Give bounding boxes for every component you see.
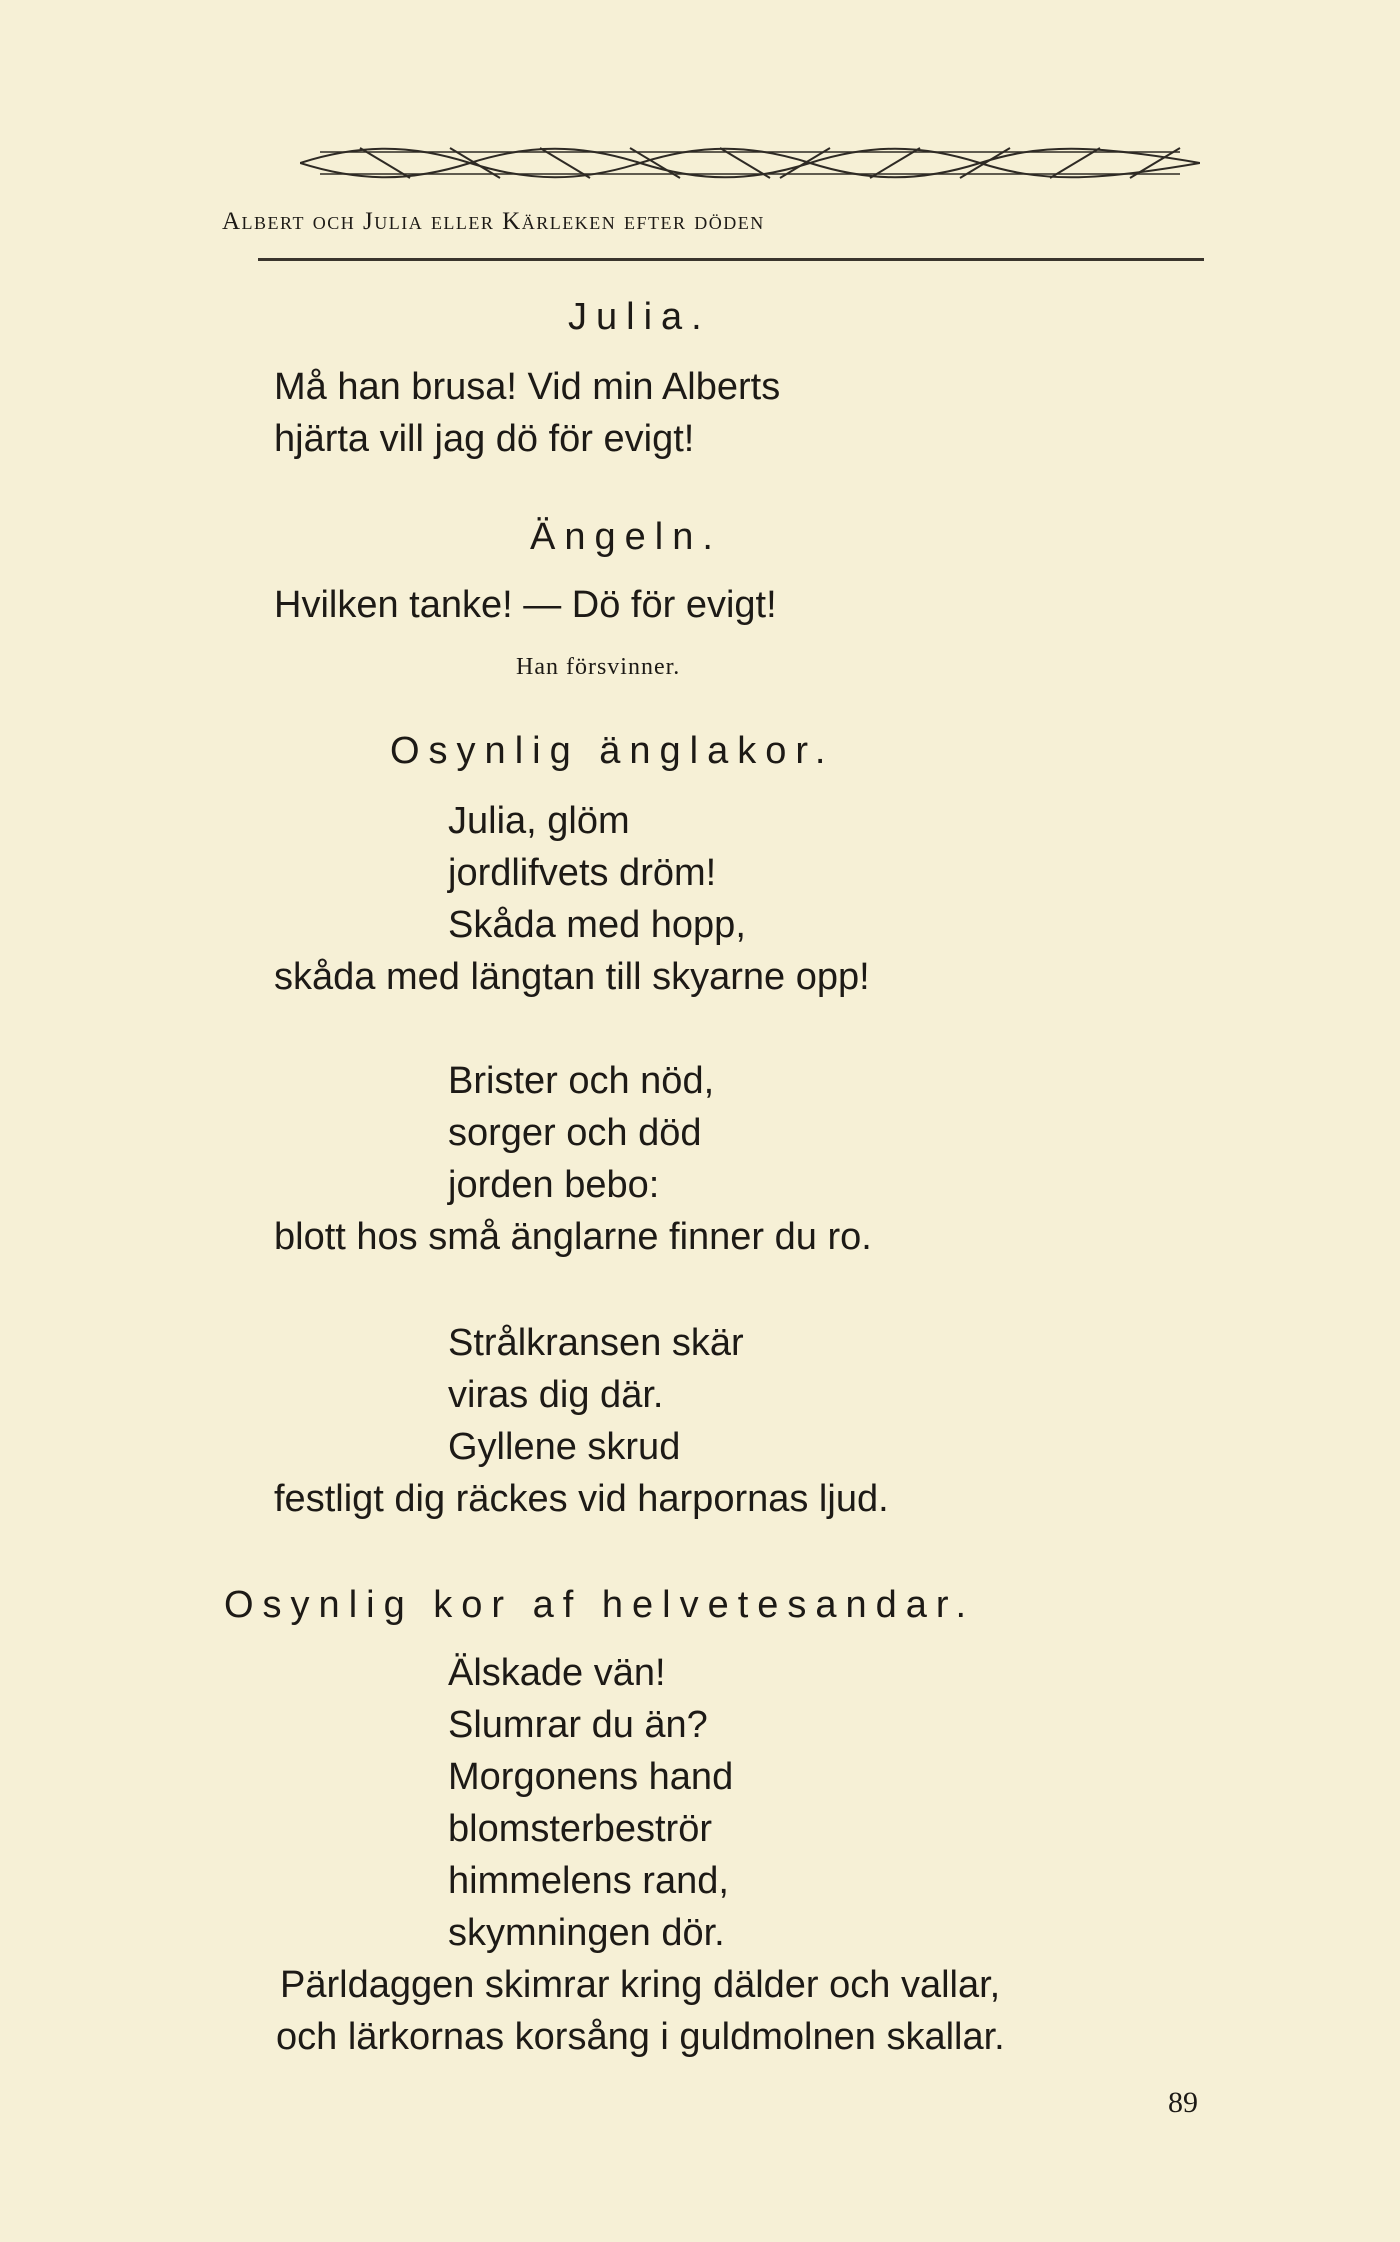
stage-direction: Han försvinner. <box>516 654 681 680</box>
verse-line: festligt dig räckes vid harpornas ljud. <box>274 1478 889 1520</box>
verse-line: Morgonens hand <box>448 1756 734 1798</box>
decorative-ornament <box>300 140 1200 186</box>
verse-line: hjärta vill jag dö för evigt! <box>274 418 695 460</box>
running-head: Albert och Julia eller Kärleken efter döden <box>222 208 765 235</box>
speaker-angeln: Ängeln. <box>530 516 722 558</box>
speaker-anglakor: Osynlig änglakor. <box>390 730 835 772</box>
verse-line: Julia, glöm <box>448 800 630 842</box>
speaker-julia: Julia. <box>568 296 711 338</box>
verse-line: Skåda med hopp, <box>448 904 746 946</box>
verse-line: Strålkransen skär <box>448 1322 744 1364</box>
verse-line: skymningen dör. <box>448 1912 725 1954</box>
verse-line: jorden bebo: <box>448 1164 660 1206</box>
verse-line: blomsterbeströr <box>448 1808 712 1850</box>
verse-line: Pärldaggen skimrar kring dälder och vallar, <box>280 1964 1001 2006</box>
verse-line: Älskade vän! <box>448 1652 666 1694</box>
verse-line: Må han brusa! Vid min Alberts <box>274 366 781 408</box>
verse-line: Gyllene skrud <box>448 1426 681 1468</box>
verse-line: och lärkornas korsång i guldmolnen skallar. <box>276 2016 1005 2058</box>
page-number: 89 <box>1168 2086 1198 2119</box>
verse-line: blott hos små änglarne finner du ro. <box>274 1216 872 1258</box>
verse-line: skåda med längtan till skyarne opp! <box>274 956 870 998</box>
speaker-helvetesandar: Osynlig kor af helvetesandar. <box>224 1584 976 1626</box>
verse-line: Slumrar du än? <box>448 1704 708 1746</box>
verse-line: viras dig där. <box>448 1374 664 1416</box>
header-rule <box>258 258 1204 261</box>
verse-line: Brister och nöd, <box>448 1060 715 1102</box>
verse-line: jordlifvets dröm! <box>448 852 717 894</box>
verse-line: himmelens rand, <box>448 1860 729 1902</box>
verse-line: sorger och död <box>448 1112 702 1154</box>
verse-line: Hvilken tanke! — Dö för evigt! <box>274 584 777 626</box>
